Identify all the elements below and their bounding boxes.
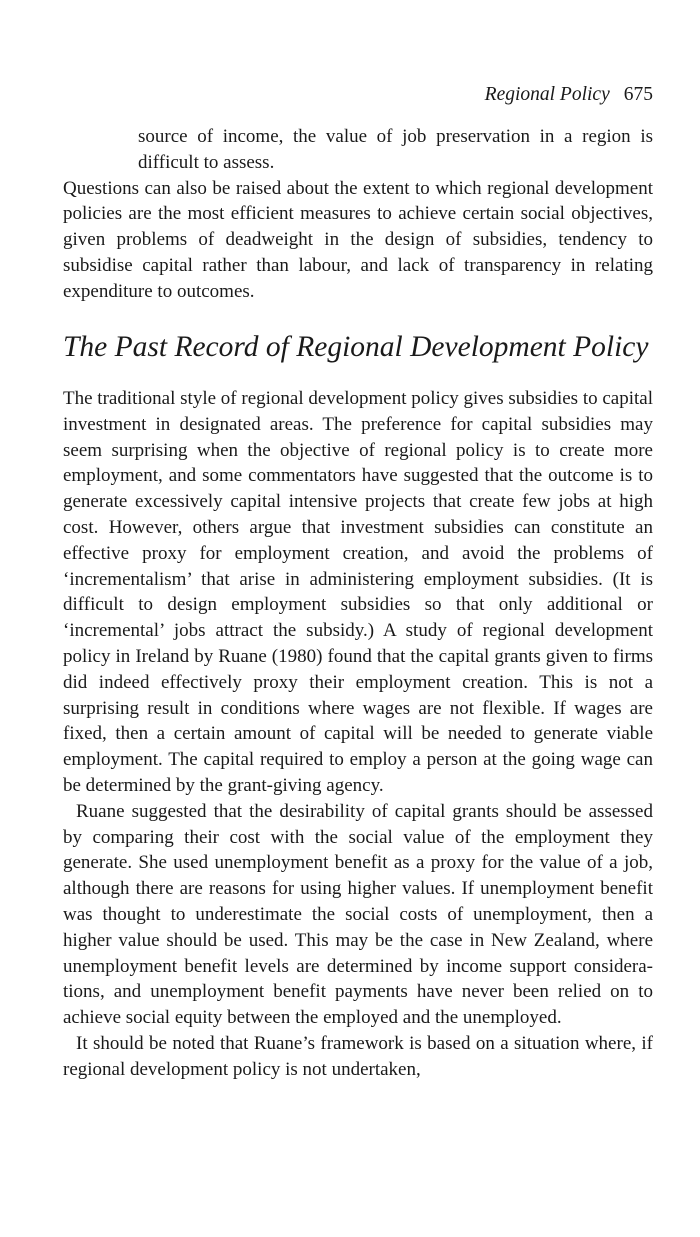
- page-number: 675: [623, 84, 653, 105]
- paragraph-2: Ruane suggested that the desirability of capital grants should be assessed by comparing their cost with the social value of the employment they generate. She used unemployment benefit as a proxy for the value of a job, although there are reasons for using higher values. If unemployment benefit was thought to underestimate the social costs of unemployment, then a higher value should be used. This may be the case in New Zealand, where unemployment benefit levels are determined by income support considerations, and unemployment benefit payments have never been relied on to achieve social equity between the employed and the unemployed.: [63, 800, 653, 1029]
- section-body: [63, 386, 653, 1083]
- section-heading: The Past Record of Regional Development Policy: [63, 331, 649, 363]
- running-header: [485, 84, 653, 106]
- continued-quote-text: source of income, the value of job preservation in a region is difficult to assess.: [138, 126, 653, 173]
- top-text-block: [63, 124, 653, 305]
- continued-quote: [63, 124, 653, 176]
- running-title: Regional Policy: [484, 84, 610, 105]
- paragraph-3: It should be noted that Ruane’s framework is based on a situation where, if regional development policy is not undertaken,: [63, 1032, 653, 1080]
- paragraph-1: The traditional style of regional development policy gives subsidies to capital investment in designated areas. The preference for capital subsidies may seem surprising when the objective of regional policy is to create more employment, and some commentators have suggested that the outcome is to generate excessively capital intensive projects that create few jobs at high cost. However, others argue that investment subsidies can constitute an effective proxy for employment creation, and avoid the problems of ‘incrementalism’ that arise in administering employment subsidies. (It is difficult to design employment subsidies so that only additional or ‘incremental’ jobs attract the subsidy.) A study of regional development policy in Ireland by Ruane (1980) found that the capital grants given to firms did indeed effectively proxy their employment creation. This is not a surprising result in conditions where wages are not flexible. If wages are fixed, then a certain amount of capital will be needed to generate viable employment. The capital required to employ a person at the going wage can be determined by the grant-giving agency.: [63, 388, 653, 796]
- intro-paragraph: Questions can also be raised about the extent to which regional development policies are the most efficient measures to achieve certain social objectives, given problems of deadweight in the design of subsidies, tendency to subsidise capital rather than labour, and lack of transparency in relating expenditure to outcomes.: [63, 177, 653, 302]
